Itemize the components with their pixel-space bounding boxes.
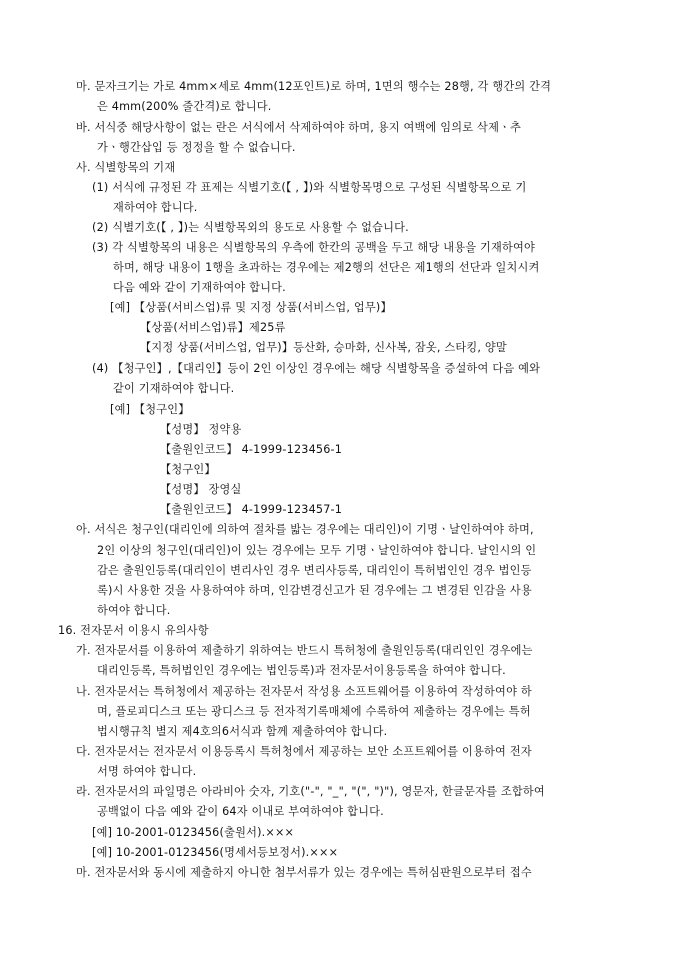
text-line: 바. 서식중 해당사항이 없는 란은 서식에서 삭제하여야 하며, 용지 여백에 임의로 삭제ㆍ추: [76, 121, 522, 134]
text-line: (4) 【청구인】,【대리인】등이 2인 이상인 경우에는 해당 식별항목을 증설하여 다음 예와: [92, 362, 541, 375]
text-line: 【출원인코드】 4-1999-123456-1: [160, 443, 343, 456]
text-line: 나. 전자문서는 특허청에서 제공하는 전자문서 작성용 소프트웨어를 이용하여 작성하여야 하: [76, 685, 532, 698]
text-line: [예] 10-2001-0123456(명세서등보정서).×××: [92, 846, 339, 859]
text-line: [예] 10-2001-0123456(출원서).×××: [92, 826, 295, 839]
text-line: 사. 식별항목의 기재: [76, 161, 176, 174]
section-heading: 16. 전자문서 이용시 유의사항: [58, 624, 209, 637]
text-line: 【상품(서비스업)류】제25류: [140, 321, 286, 334]
text-line: 재하여야 합니다.: [113, 201, 198, 214]
text-line: 아. 서식은 청구인(대리인에 의하여 절차를 밟는 경우에는 대리인)이 기명ㆍ날인하여야 하며,: [76, 523, 534, 536]
text-line: 며, 플로피디스크 또는 광디스크 등 전자적기록매체에 수록하여 제출하는 경우에는 특허: [97, 705, 531, 718]
text-line: (1) 서식에 규정된 각 표제는 식별기호(【 , 】)와 식별항목명으로 구성된 식별항목으로 기: [92, 181, 527, 194]
text-line: 다음 예와 같이 기재하여야 합니다.: [113, 281, 286, 294]
text-line: 가. 전자문서를 이용하여 제출하기 위하여는 반드시 특허청에 출원인등록(대리인인 경우에는: [76, 644, 533, 657]
text-line: 공백없이 다음 예와 같이 64자 이내로 부여하여야 합니다.: [97, 805, 384, 818]
text-line: 마. 문자크기는 가로 4mm×세로 4mm(12포인트)로 하며, 1면의 행수는 28행, 각 행간의 간격: [76, 80, 552, 93]
text-line: 하여야 합니다.: [97, 604, 171, 617]
text-line: 마. 전자문서와 동시에 제출하지 아니한 첨부서류가 있는 경우에는 특허심판원으로부터 접수: [76, 866, 532, 879]
text-line: 감은 출원인등록(대리인이 변리사인 경우 변리사등록, 대리인이 특허법인인 경우 법인등: [97, 564, 532, 577]
text-line: 록)시 사용한 것을 사용하여야 하며, 인감변경신고가 된 경우에는 그 변경된 인감을 사용: [97, 584, 532, 597]
text-line: (3) 각 식별항목의 내용은 식별항목의 우측에 한칸의 공백을 두고 해당 내용을 기재하여야: [92, 241, 536, 254]
text-line: 가ㆍ행간삽입 등 정정을 할 수 없습니다.: [97, 141, 296, 154]
text-line: 은 4mm(200% 줄간격)로 합니다.: [97, 100, 272, 113]
text-line: 서명 하여야 합니다.: [97, 765, 197, 778]
text-line: 2인 이상의 청구인(대리인)이 있는 경우에는 모두 기명ㆍ날인하여야 합니다. 날인시의 인: [97, 544, 537, 557]
text-line: [예] 【청구인】: [110, 403, 190, 416]
text-line: 【성명】 정약용: [160, 423, 242, 436]
text-line: 라. 전자문서의 파일명은 아라비아 숫자, 기호("-", "_", "(", ")"), 영문자, 한글문자를 조합하여: [76, 785, 545, 798]
text-line: 【출원인코드】 4-1999-123457-1: [160, 503, 343, 516]
text-line: 같이 기재하여야 합니다.: [113, 382, 235, 395]
text-line: 대리인등록, 특허법인인 경우에는 법인등록)과 전자문서이용등록을 하여야 합니다.: [97, 664, 506, 677]
text-line: [예] 【상품(서비스업)류 및 지정 상품(서비스업, 업무)】: [110, 301, 392, 314]
text-line: 【지정 상품(서비스업, 업무)】등산화, 승마화, 신사복, 잠옷, 스타킹, 양말: [140, 341, 507, 354]
text-line: 【청구인】: [160, 463, 216, 476]
text-line: 법시행규칙 별지 제4호의6서식과 함께 제출하여야 합니다.: [97, 725, 388, 738]
text-line: 다. 전자문서는 전자문서 이용등록시 특허청에서 제공하는 보안 소프트웨어를 이용하여 전자: [76, 745, 532, 758]
text-line: 하며, 해당 내용이 1행을 초과하는 경우에는 제2행의 선단은 제1행의 선단과 일치시켜: [113, 261, 540, 274]
text-line: 【성명】 장영실: [160, 483, 242, 496]
text-line: (2) 식별기호(【 , 】)는 식별항목외의 용도로 사용할 수 없습니다.: [92, 221, 409, 234]
